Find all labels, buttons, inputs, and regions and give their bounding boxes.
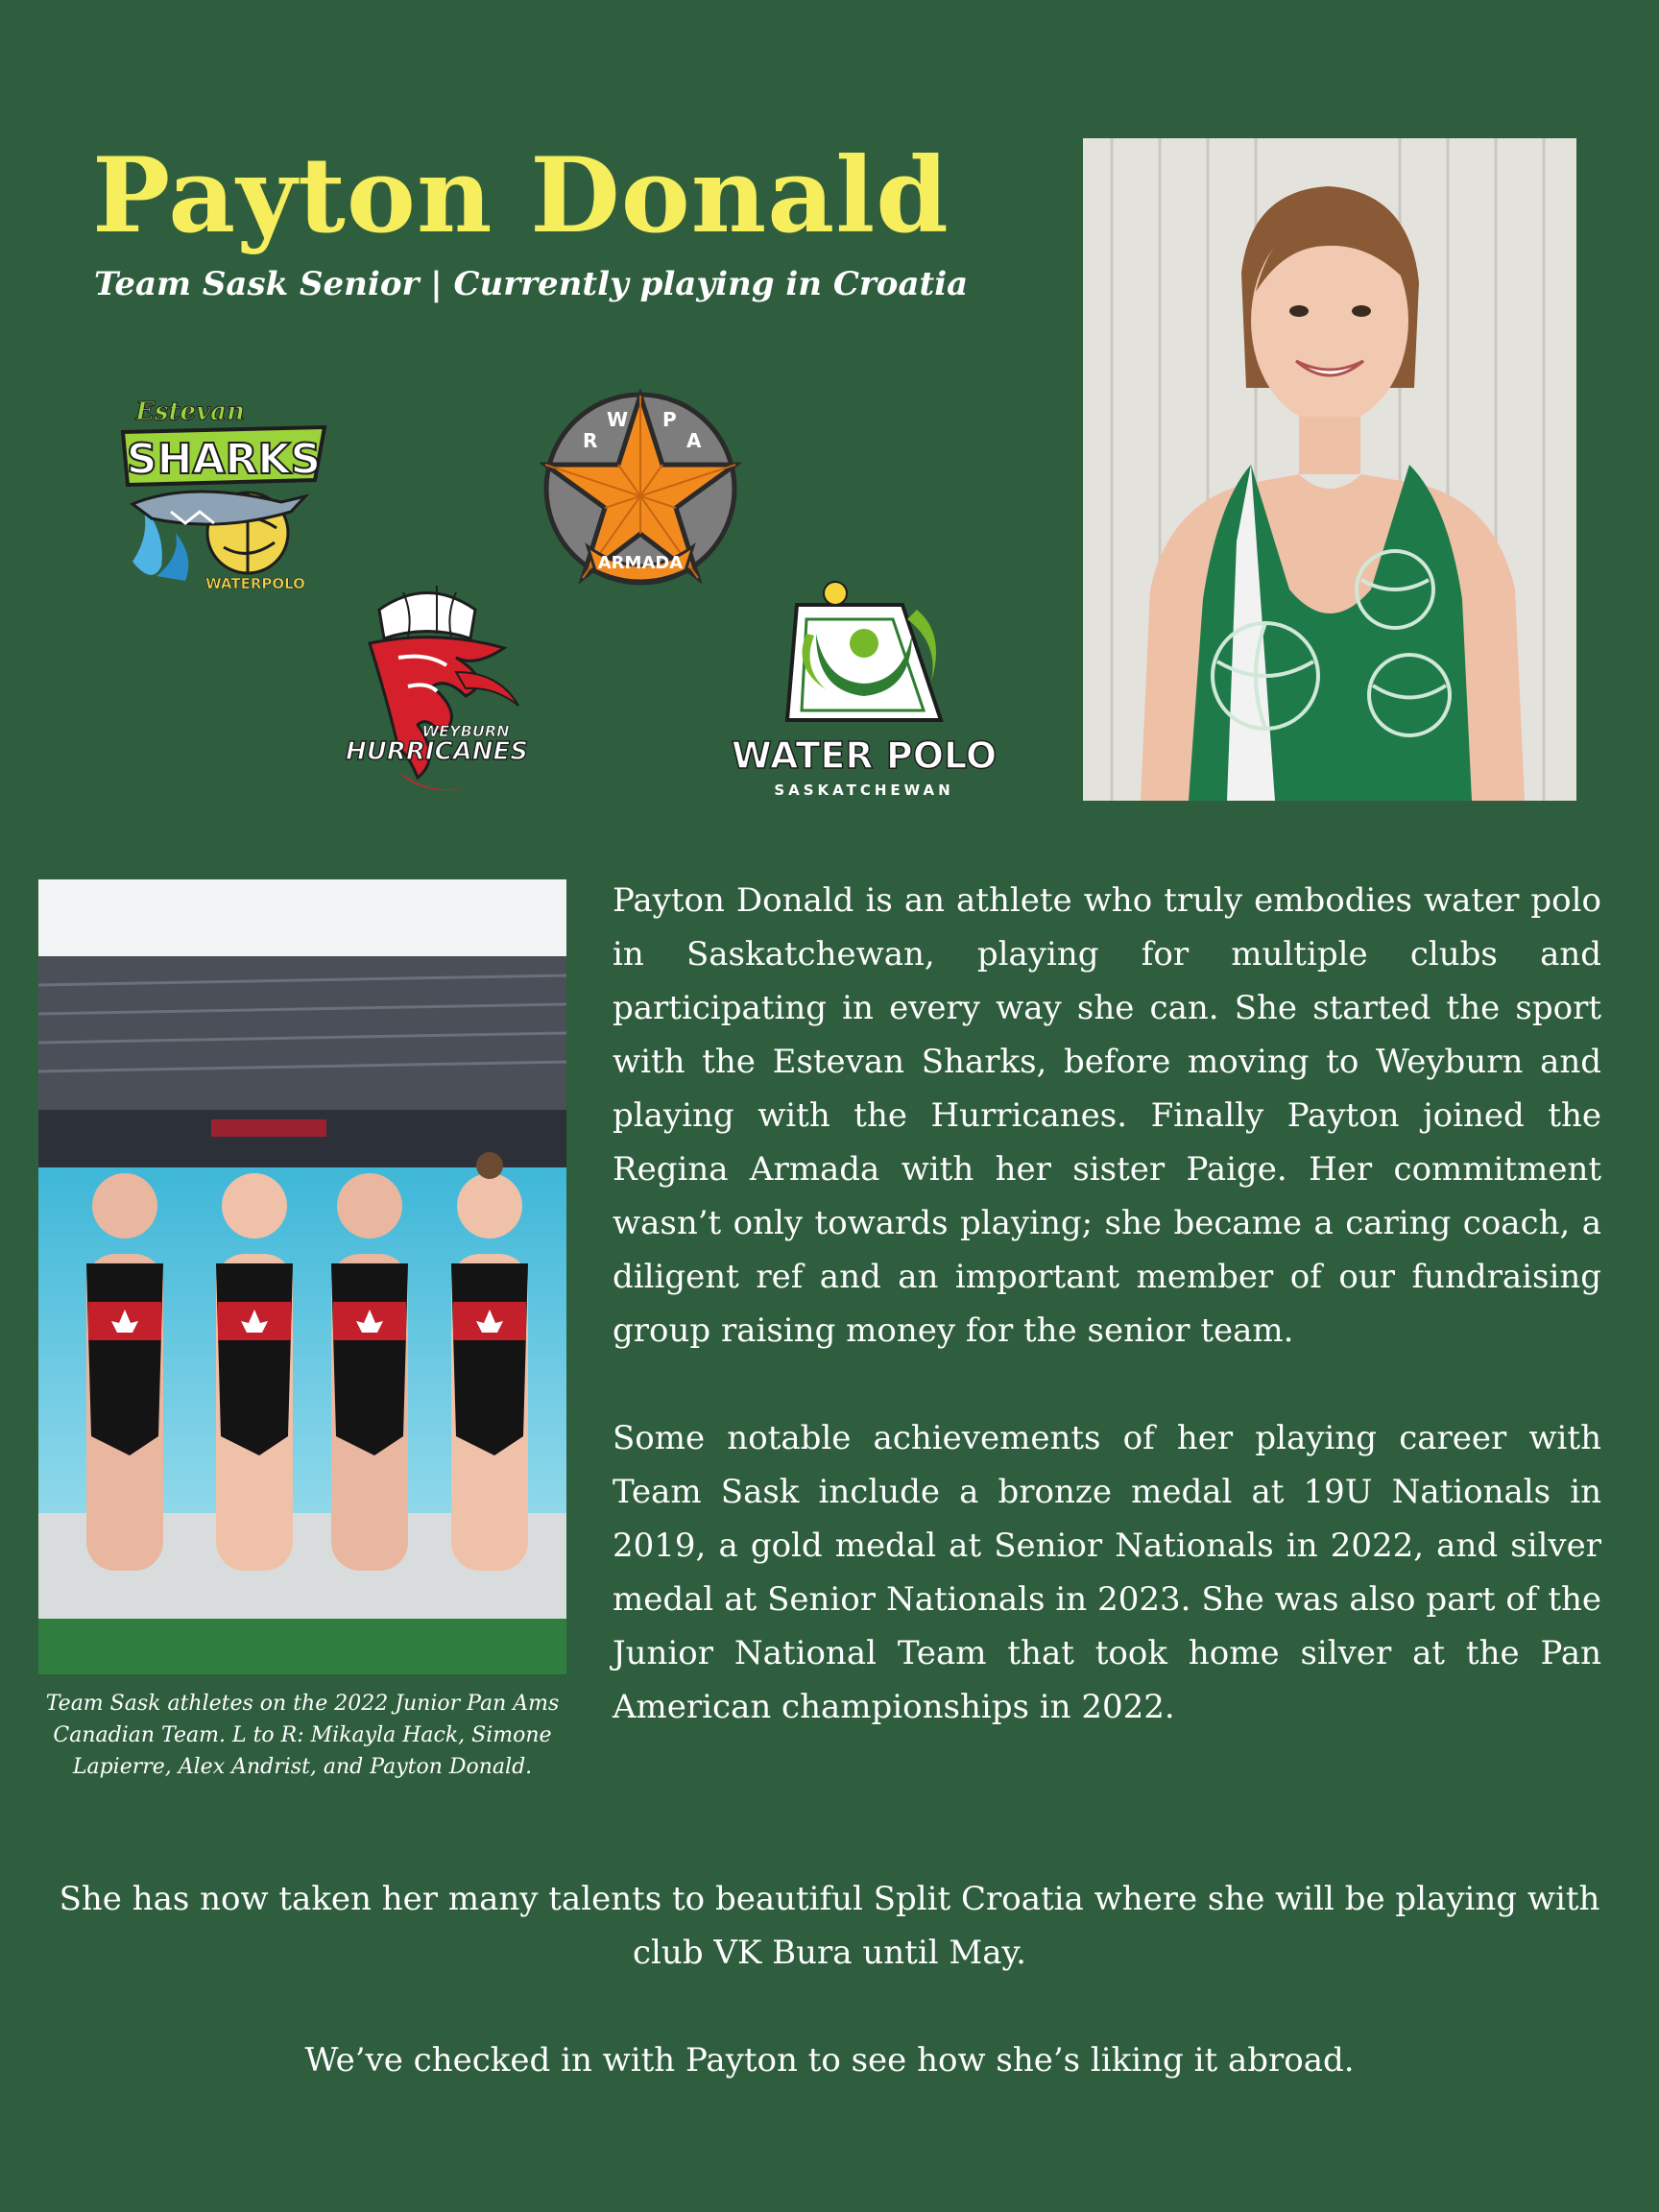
armada-letter-r: R [583, 429, 598, 452]
page-title: Payton Donald [92, 135, 950, 256]
armada-logo-bottom: ARMADA [597, 553, 684, 573]
weyburn-hurricanes-logo [341, 581, 533, 802]
water-polo-saskatchewan-logo [710, 576, 1018, 806]
weyburn-logo-top: WEYBURN [421, 722, 510, 740]
regina-armada-logo [540, 388, 741, 589]
armada-letter-a: A [686, 429, 702, 452]
closing-paragraph-1: She has now taken her many talents to beautiful Split Croatia where she will be playing with club VK Bura until May. [59, 1880, 1600, 1972]
team-photo [38, 879, 566, 1674]
estevan-sharks-logo [113, 389, 334, 595]
team-photo-caption: Team Sask athletes on the 2022 Junior Pan Ams Canadian Team. L to R: Mikayla Hack, Simone Lapierre, Alex Andrist, and Payton Donald. [45, 1692, 560, 1779]
estevan-logo-main: SHARKS [126, 435, 322, 484]
page-subtitle: Team Sask Senior | Currently playing in Croatia [94, 265, 969, 303]
portrait-photo [1083, 138, 1576, 801]
estevan-logo-bottom: WATERPOLO [205, 575, 305, 592]
bio-paragraph-2: Some notable achievements of her playing career with Team Sask include a bronze medal at 19U Nationals in 2019, a gold medal at Senior Nationals in 2022, and silver medal at Senior Nationals in 2023. She was also part of the Junior National Team that took home silver at the Pan American championships in 2022. [613, 1419, 1601, 1726]
closing-paragraph-2: We’ve checked in with Payton to see how she’s liking it abroad. [304, 2041, 1355, 2080]
armada-letter-p: P [662, 408, 677, 431]
athlete-4 [451, 1152, 528, 1571]
armada-letter-w: W [607, 408, 629, 431]
bio-paragraph-1: Payton Donald is an athlete who truly embodies water polo in Saskatchewan, playing for multiple clubs and participating in every way she can. She started the sport with the Estevan Sharks, before moving to Weyburn and playing with the Hurricanes. Finally Payton joined the Regina Armada with her sister Paige. Her commitment wasn’t only towards playing; she became a caring coach, a diligent ref and an important member of our fundraising group raising money for the senior team. [613, 881, 1601, 1350]
weyburn-logo-main: HURRICANES [345, 737, 529, 766]
wps-logo-main: WATER POLO [731, 734, 998, 777]
estevan-logo-top: Estevan [135, 397, 245, 426]
wps-logo-sub: SASKATCHEWAN [774, 781, 954, 799]
bio-section [613, 874, 1601, 1734]
closing-section [38, 1872, 1621, 2087]
